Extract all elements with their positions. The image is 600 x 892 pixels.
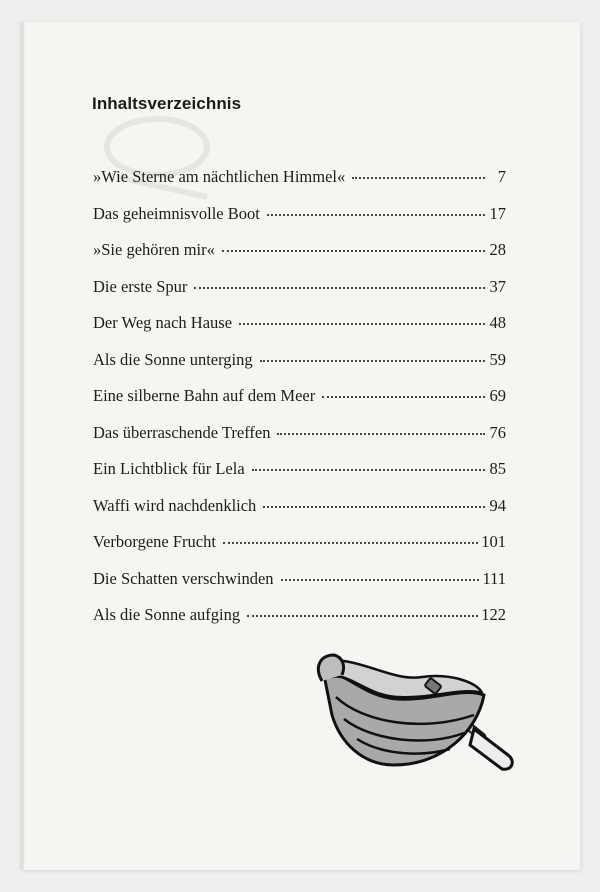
toc-entry-title: Verborgene Frucht (93, 532, 216, 551)
toc-entry-title: Das überraschende Treffen (93, 422, 271, 442)
dot-leader (222, 249, 485, 252)
toc-entry-title: Als die Sonne aufging (93, 605, 241, 624)
dot-leader (263, 505, 485, 508)
toc-entry-page-number: 59 (489, 349, 506, 369)
toc-entry (93, 167, 506, 204)
toc-entry-title: »Wie Sterne am nächtlichen Himmel« (93, 167, 346, 186)
dot-leader (223, 541, 478, 544)
toc-entry-page-number: 48 (489, 313, 506, 332)
toc-entry-title: Der Weg nach Hause (93, 313, 233, 332)
toc-entry-title: Waffi wird nachdenklich (93, 495, 257, 515)
toc-entry (93, 240, 506, 277)
toc-entry-page-number: 69 (489, 386, 506, 405)
toc-entry-title: Als die Sonne unterging (93, 349, 253, 369)
dot-leader (267, 213, 485, 216)
toc-entry (93, 350, 506, 387)
toc-entry (93, 423, 506, 460)
dot-leader (260, 359, 485, 362)
toc-entry (93, 532, 506, 569)
toc-entry (93, 386, 506, 423)
dot-leader (322, 395, 485, 398)
dot-leader (277, 432, 485, 435)
dot-leader (281, 578, 480, 581)
toc-entry (93, 204, 506, 241)
toc-entry-title: Die Schatten verschwinden (93, 568, 274, 588)
toc-entry-title: Das geheimnisvolle Boot (93, 203, 260, 223)
page-gutter (22, 22, 25, 870)
table-of-contents (93, 167, 506, 642)
dot-leader (247, 614, 478, 617)
toc-entry-page-number: 76 (489, 422, 506, 442)
toc-entry (93, 496, 506, 533)
toc-entry-title: Ein Lichtblick für Lela (93, 459, 245, 478)
dot-leader (239, 322, 485, 325)
toc-entry-title: »Sie gehören mir« (93, 240, 215, 259)
toc-entry-page-number: 101 (481, 532, 506, 551)
toc-entry-page-number: 17 (489, 203, 506, 223)
toc-entry (93, 569, 506, 606)
toc-entry-page-number: 94 (489, 495, 506, 515)
book-page (22, 22, 580, 870)
toc-entry-title: Die erste Spur (93, 276, 188, 296)
toc-entry-title: Eine silberne Bahn auf dem Meer (93, 386, 316, 405)
toc-entry-page-number: 28 (489, 240, 506, 259)
toc-entry (93, 459, 506, 496)
toc-entry-page-number: 7 (497, 167, 506, 186)
dot-leader (194, 286, 485, 289)
toc-entry-page-number: 85 (489, 459, 506, 478)
dot-leader (252, 468, 485, 471)
toc-entry (93, 313, 506, 350)
toc-heading: Inhaltsverzeichnis (92, 94, 242, 113)
dot-leader (352, 176, 485, 179)
toc-entry-page-number: 122 (481, 605, 506, 624)
rowboat-icon (302, 637, 532, 787)
toc-entry (93, 277, 506, 314)
toc-entry-page-number: 111 (482, 568, 506, 588)
toc-entry-page-number: 37 (489, 276, 506, 296)
